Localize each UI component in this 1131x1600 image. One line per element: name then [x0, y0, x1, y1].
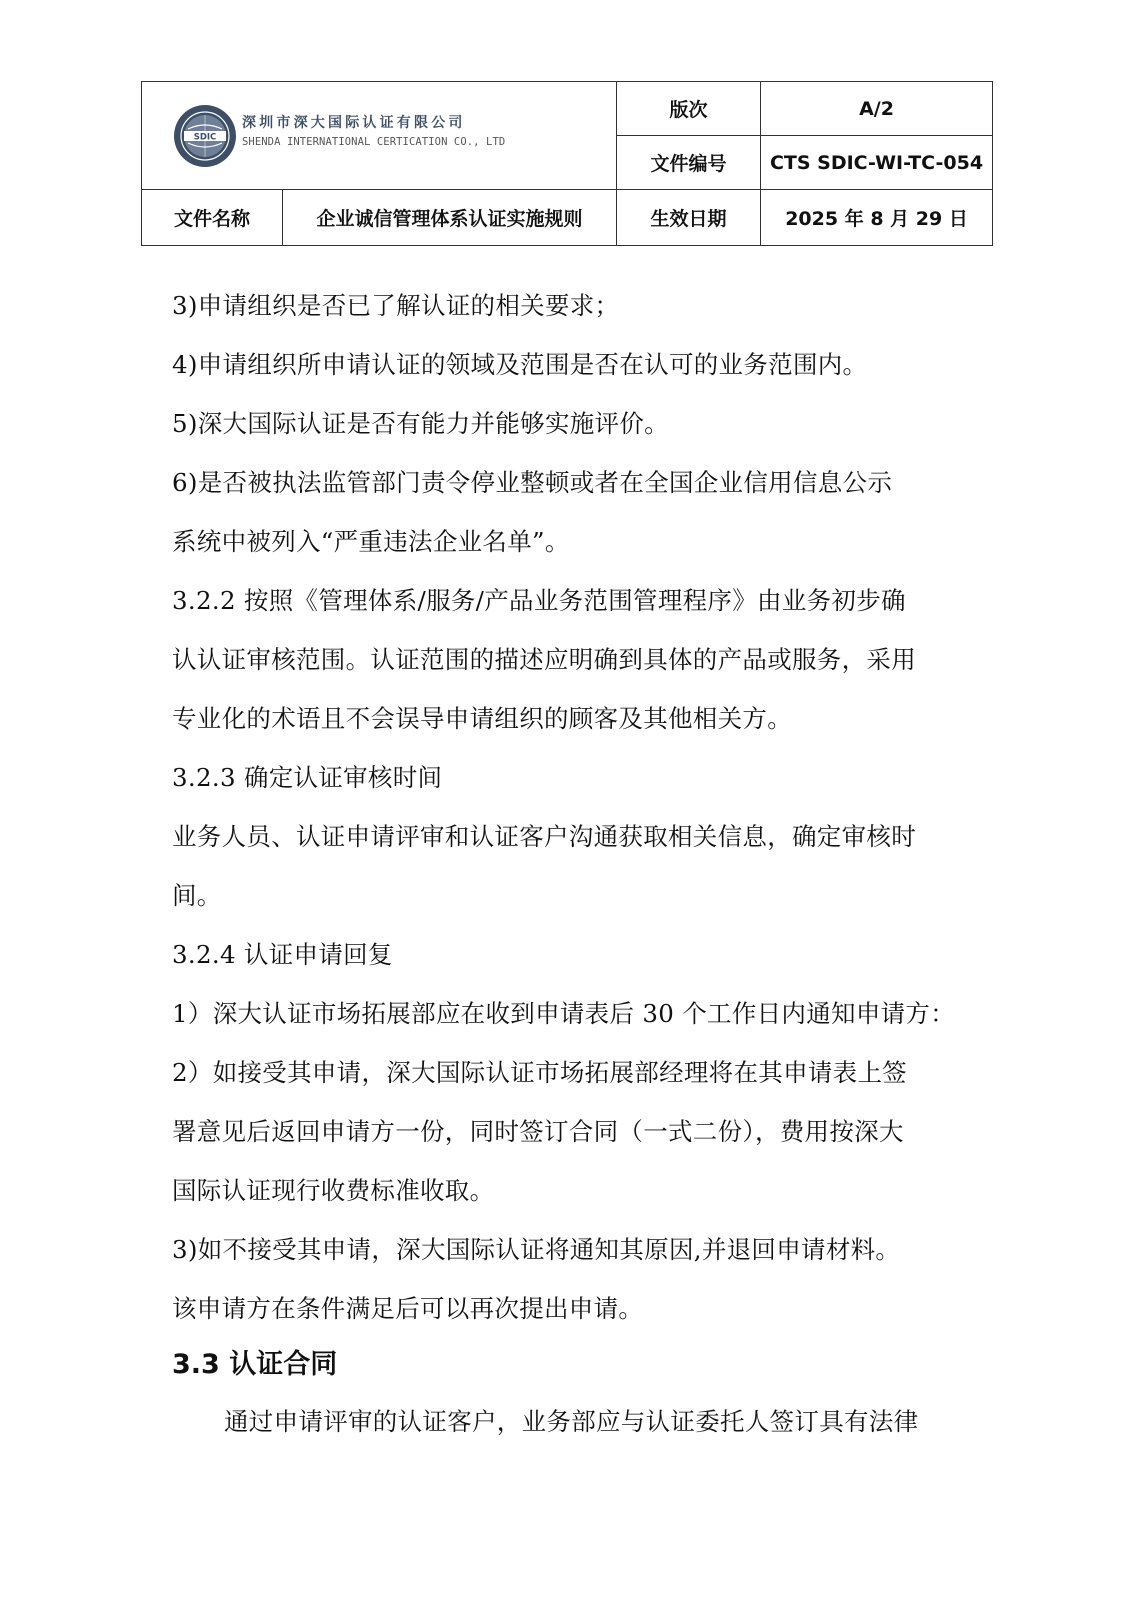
company-logo: [142, 82, 616, 189]
body-line: 认认证审核范围。认证范围的描述应明确到具体的产品或服务，采用: [172, 645, 916, 674]
docname-label: 文件名称: [142, 190, 283, 246]
docno-value: CTS SDIC-WI-TC-054: [761, 136, 993, 190]
body-line: 系统中被列入“严重违法企业名单”。: [172, 527, 570, 556]
body-line: 1）深大认证市场拓展部应在收到申请表后 30 个工作日内通知申请方：: [172, 999, 956, 1028]
section-heading: 3.3 认证合同: [172, 1349, 338, 1380]
effective-date-label: 生效日期: [617, 190, 761, 246]
body-line: 5)深大国际认证是否有能力并能够实施评价。: [172, 409, 669, 438]
body-line: 间。: [172, 881, 222, 910]
company-logo-cell: [142, 82, 617, 190]
sdic-emblem-icon: [172, 103, 238, 169]
body-line: 3.2.2 按照《管理体系/服务/产品业务范围管理程序》由业务初步确: [172, 586, 906, 615]
company-name-cn: 深圳市深大国际认证有限公司: [242, 114, 466, 131]
document-body: [172, 276, 972, 1451]
body-line: 业务人员、认证申请评审和认证客户沟通获取相关信息，确定审核时: [172, 822, 916, 851]
docname-value: 企业诚信管理体系认证实施规则: [283, 190, 617, 246]
body-line: 3)如不接受其申请，深大国际认证将通知其原因,并退回申请材料。: [172, 1235, 901, 1264]
body-line: 6)是否被执法监管部门责令停业整顿或者在全国企业信用信息公示: [172, 468, 893, 497]
document-header-table: [141, 81, 993, 246]
version-label: 版次: [617, 82, 761, 136]
body-line: 4)申请组织所申请认证的领域及范围是否在认可的业务范围内。: [172, 350, 868, 379]
version-value: A/2: [761, 82, 993, 136]
body-line: 署意见后返回申请方一份，同时签订合同（一式二份），费用按深大: [172, 1117, 904, 1146]
body-paragraph: 通过申请评审的认证客户，业务部应与认证委托人签订具有法律: [224, 1407, 919, 1436]
body-line: 专业化的术语且不会误导申请组织的顾客及其他相关方。: [172, 704, 792, 733]
body-line: 3)申请组织是否已了解认证的相关要求；: [172, 291, 620, 320]
body-line: 2）如接受其申请，深大国际认证市场拓展部经理将在其申请表上签: [172, 1058, 908, 1087]
effective-date-value: 2025 年 8 月 29 日: [761, 190, 993, 246]
docno-label: 文件编号: [617, 136, 761, 190]
body-line: 3.2.3 确定认证审核时间: [172, 763, 443, 792]
body-line: 国际认证现行收费标准收取。: [172, 1176, 495, 1205]
body-line: 3.2.4 认证申请回复: [172, 940, 393, 969]
emblem-text: SDIC: [193, 132, 217, 142]
company-name-en: SHENDA INTERNATIONAL CERTICATION CO., LTD: [242, 135, 506, 148]
body-line: 该申请方在条件满足后可以再次提出申请。: [172, 1294, 644, 1323]
